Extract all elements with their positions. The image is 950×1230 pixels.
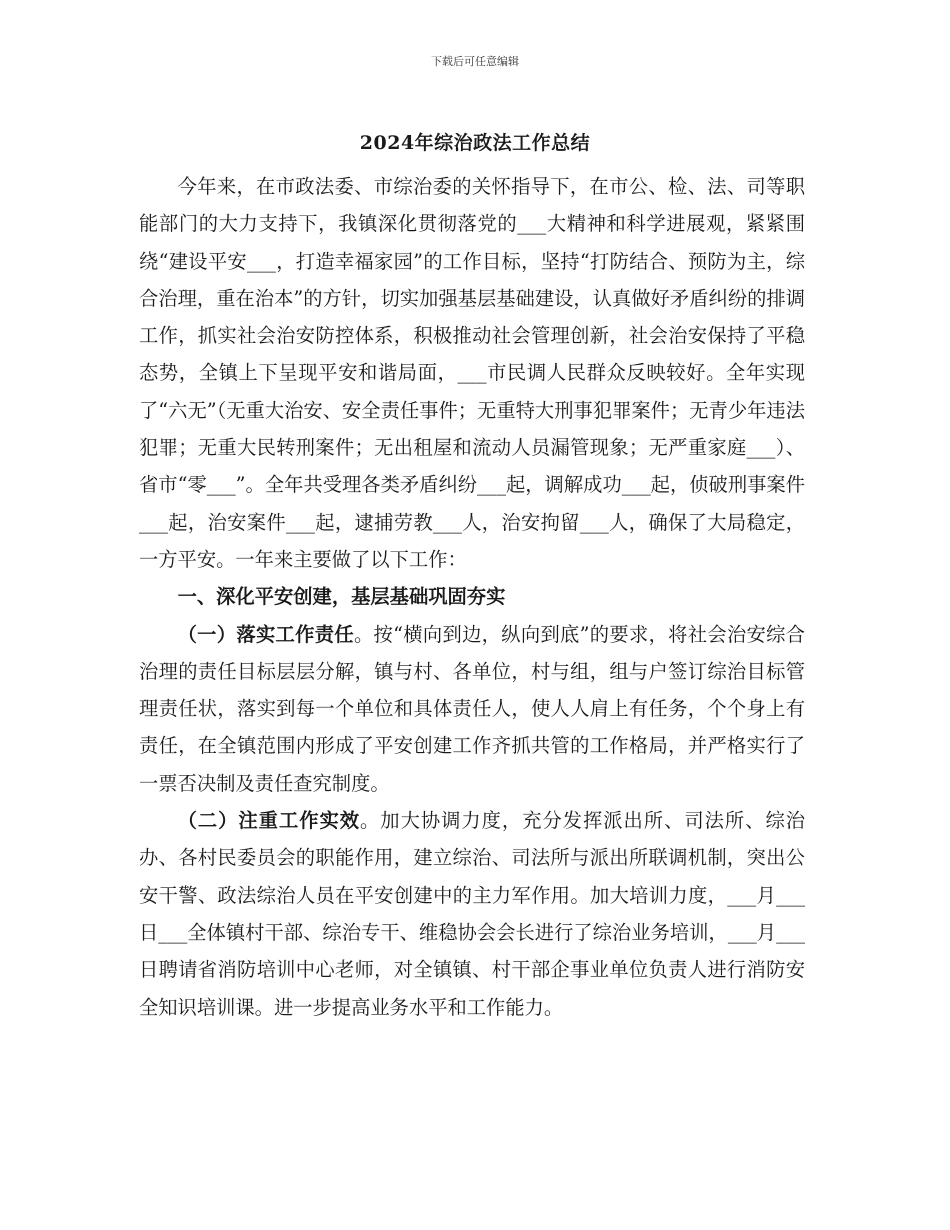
paragraph-responsibility-body: 。按“横向到边，纵向到底”的要求，将社会治安综合治理的责任目标层层分解，镇与村、各单位，村与组，组与户签订综治目标管理责任状，落实到每一个单位和具体责任人，使人人肩上有任务，个个身上有责任，在全镇范围内形成了平安创建工作齐抓共管的工作格局，并严格实行了一票否决制及责任查究制度。 (139, 622, 806, 795)
page-header-note: 下载后可任意编辑 (431, 55, 519, 68)
document-title: 2024年综治政法工作总结 (359, 132, 591, 154)
section-heading-1: 一、深化平安创建，基层基础巩固夯实 (177, 585, 506, 609)
paragraph-effectiveness (139, 802, 805, 1026)
paragraph-responsibility (139, 616, 805, 802)
paragraph-effectiveness-body: 。加大协调力度，充分发挥派出所、司法所、综治办、各村民委员会的职能作用，建立综治、司法所与派出所联调机制，突出公安干警、政法综治人员在平安创建中的主力军作用。加大培训力度，___月___日___全体镇村干部、综治专干、维稳协会会长进行了综治业务培训，___月___日聘请省消防培训中心老师，对全镇镇、村干部企事业单位负责人进行消防安全知识培训课。进一步提高业务水平和工作能力。 (139, 809, 805, 1019)
subheading-effectiveness: （二）注重工作实效 (177, 809, 361, 833)
document-body (139, 168, 805, 1026)
subheading-responsibility: （一）落实工作责任 (177, 622, 354, 646)
intro-paragraph: 今年来，在市政法委、市综治委的关怀指导下，在市公、检、法、司等职能部门的大力支持下，我镇深化贯彻落党的___大精神和科学进展观，紧紧围绕“建设平安___，打造幸福家园”的工作目标，坚持“打防结合、预防为主，综合治理，重在治本”的方针，切实加强基层基础建设，认真做好矛盾纠纷的排调工作，抓实社会治安防控体系，积极推动社会管理创新，社会治安保持了平稳态势，全镇上下呈现平安和谐局面，___市民调人民群众反映较好。全年实现了“六无”（无重大治安、安全责任事件；无重特大刑事犯罪案件；无青少年违法犯罪；无重大民转刑案件；无出租屋和流动人员漏管现象；无严重家庭___）、省市“零___”。全年共受理各类矛盾纠纷___起，调解成功___起，侦破刑事案件___起，治安案件___起，逮捕劳教___人，治安拘留___人，确保了大局稳定，一方平安。一年来主要做了以下工作： (139, 175, 805, 571)
